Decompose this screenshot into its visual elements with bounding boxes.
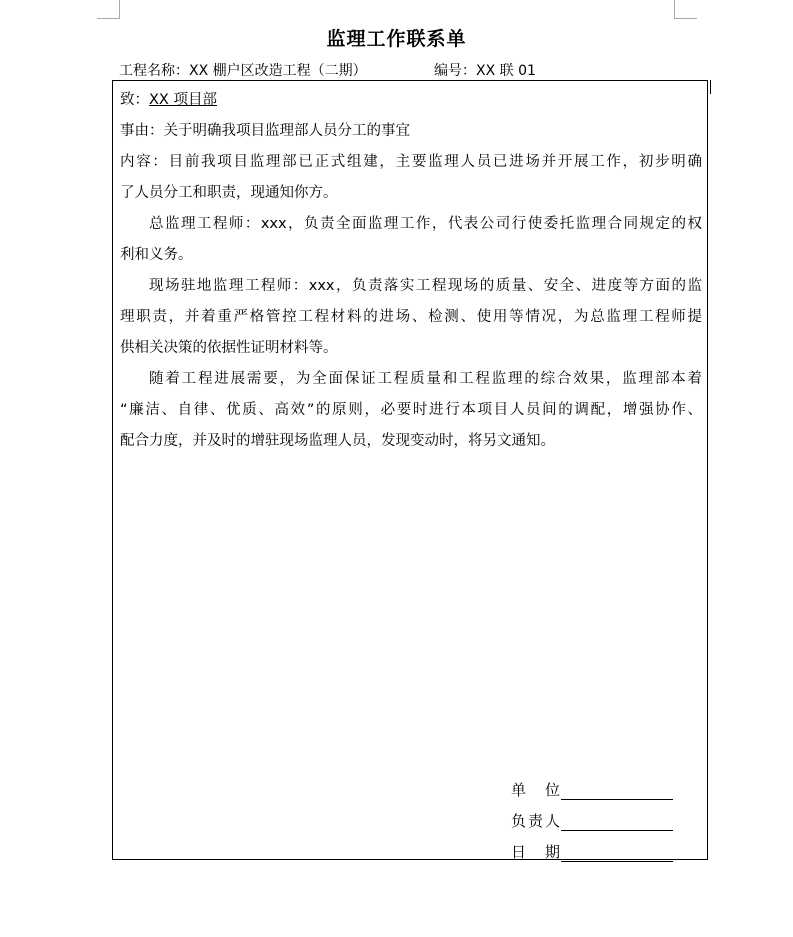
body-line: 配合力度，并及时的增驻现场监理人员，发现变动时，将另文通知。	[120, 433, 555, 449]
signature-row-date	[511, 831, 673, 862]
page-corner-mark-left	[97, 0, 120, 19]
date-blank[interactable]	[561, 841, 673, 862]
recipient-line	[120, 85, 702, 116]
project-name: 工程名称：XX 棚户区改造工程（二期）	[119, 63, 367, 79]
text-cursor	[710, 80, 711, 94]
body-line: 利和义务。	[120, 247, 193, 263]
recipient-value: XX 项目部	[149, 92, 217, 108]
signature-block	[511, 769, 673, 862]
subject-line: 事由：关于明确我项目监理部人员分工的事宜	[120, 123, 410, 139]
recipient-label: 致：	[120, 92, 149, 108]
person-blank[interactable]	[561, 810, 673, 831]
body-line: 供相关决策的依据性证明材料等。	[120, 340, 338, 356]
body-line: 总监理工程师：xxx，负责全面监理工作，代表公司行使委托监理合同规定的权	[149, 216, 702, 232]
body-line: 理职责，并着重严格管控工程材料的进场、检测、使用等情况，为总监理工程师提	[120, 309, 702, 325]
body-line: 现场驻地监理工程师：xxx，负责落实工程现场的质量、安全、进度等方面的监	[149, 278, 702, 294]
body-line: 了人员分工和职责，现通知你方。	[120, 185, 338, 201]
form-content[interactable]	[120, 85, 702, 457]
signature-row-person	[511, 800, 673, 831]
unit-blank[interactable]	[561, 779, 673, 800]
body-line: 内容：目前我项目监理部已正式组建，主要监理人员已进场并开展工作，初步明确	[120, 154, 702, 170]
document-title: 监理工作联系单	[326, 28, 467, 50]
signature-row-unit	[511, 769, 673, 800]
body-line: 随着工程进展需要，为全面保证工程质量和工程监理的综合效果，监理部本着	[149, 371, 702, 387]
date-label: 日 期	[511, 843, 560, 861]
person-label: 负责人	[511, 812, 560, 830]
form-sheet	[112, 80, 708, 860]
document-number: 编号：XX 联 01	[434, 63, 536, 79]
unit-label: 单 位	[511, 781, 560, 799]
page-corner-mark-right	[674, 0, 697, 19]
body-line: “廉洁、自律、优质、高效”的原则，必要时进行本项目人员间的调配，增强协作、	[120, 402, 702, 418]
